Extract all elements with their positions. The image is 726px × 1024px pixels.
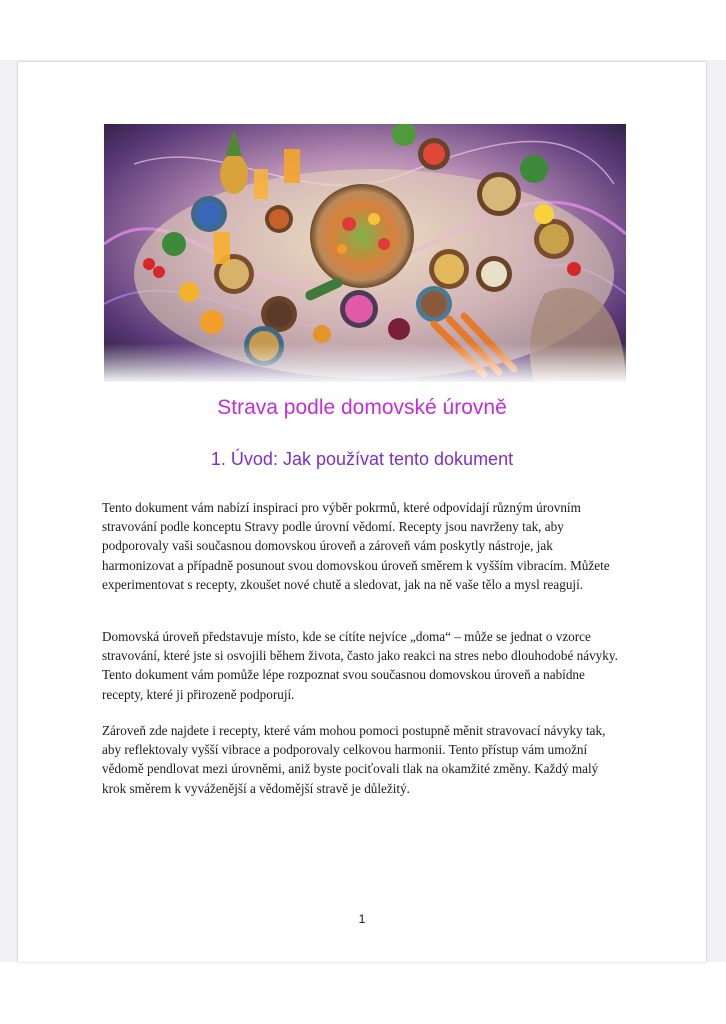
document-page: [18, 62, 706, 962]
document-title: Strava podle domovské úrovně: [217, 396, 507, 419]
food-spread-image: [104, 124, 626, 382]
paragraph-intro: Tento dokument vám nabízí inspiraci pro výběr pokrmů, které odpovídají různým úrovním stravování podle konceptu Stravy podle úrovní vědomí. Recepty jsou navrženy tak, aby podporovaly vaši současnou domovskou úroveň a zároveň vám poskytly nástroje, jak harmonizovat a případně posunout svou domovskou úroveň směrem k vyšším vibracím. Můžete experimentovat s recepty, zkoušet nové chutě a sledovat, jak na ně vaše tělo a mysl reagují.: [102, 500, 610, 592]
page-number: 1: [358, 912, 366, 926]
viewer-top-bar: [0, 0, 726, 60]
paragraph-home-level: Domovská úroveň představuje místo, kde se cítíte nejvíce „doma“ – může se jednat o vzorce stravování, které jste si osvojili během života, často jako reakci na stres nebo dlouhodobé návyky. Tento dokument vám pomůže lépe rozpoznat svou současnou domovskou úroveň a nabídne recepty, které ji přirozeně podporují.: [102, 629, 618, 702]
paragraph-change: Zároveň zde najdete i recepty, které vám mohou pomoci postupně měnit stravovací návyky tak, aby reflektovaly vyšší vibrace a podporovaly celkovou harmonii. Tento přístup vám umožní vědomě pendlovat mezi úrovněmi, aniž byste pociťovali tlak na okamžité změny. Každý malý krok směrem k vyváženější a vědomější stravě je důležitý.: [102, 723, 606, 796]
viewer-bottom-area: [0, 962, 726, 1024]
section-heading: 1. Úvod: Jak používat tento dokument: [210, 449, 514, 469]
